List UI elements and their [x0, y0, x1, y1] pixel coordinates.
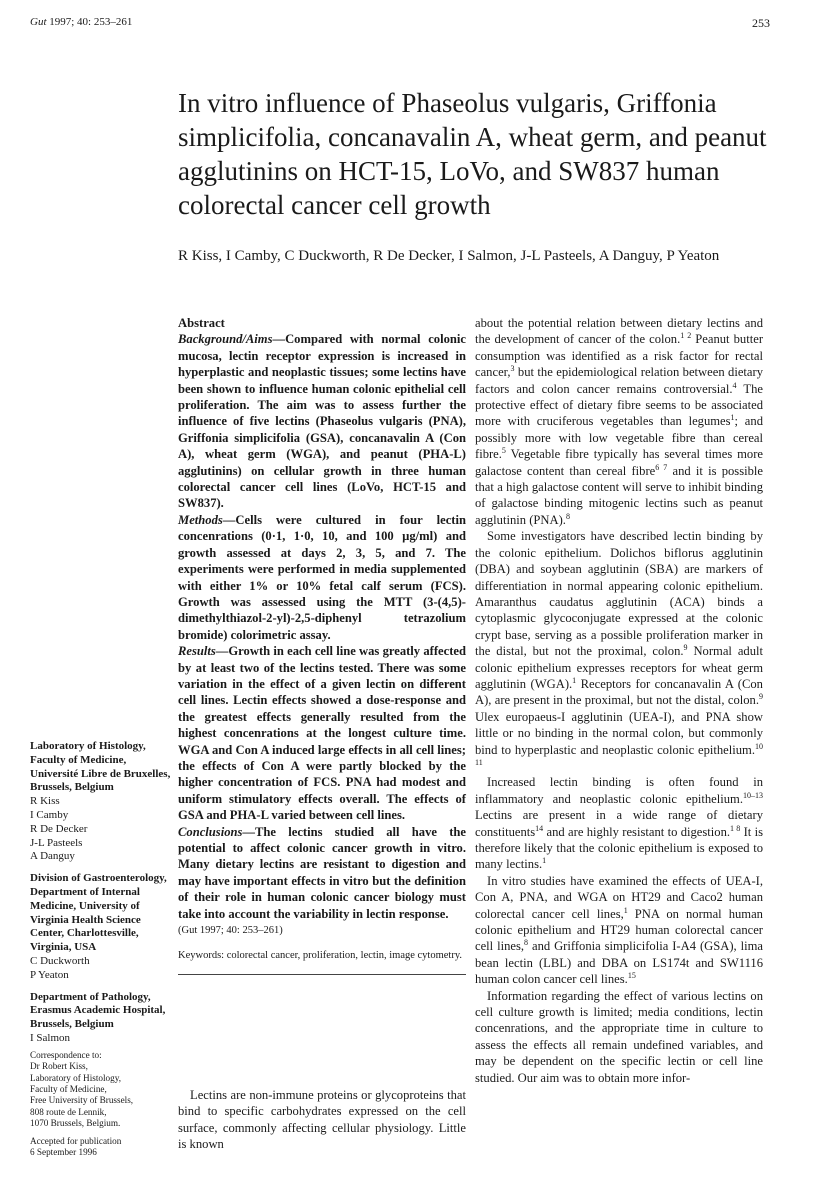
accepted-value: 6 September 1996 [30, 1146, 97, 1157]
correspondence-line: 808 route de Lennik, [30, 1106, 107, 1117]
journal-details: 1997; 40: 253–261 [49, 16, 133, 28]
affiliation-author: A Danguy [30, 850, 75, 863]
background-text: —Compared with normal colonic mucosa, lectin receptor expression is increased in hyperplastic and neoplastic tissues; some lectins have been shown to influence human colonic epithelial cell proliferation. The aim was to assess further the influence of five lectins (Phaseolus vulgaris (PNA), Griffonia simplicifolia (GSA), concanavalin A (Con A), wheat germ (WGA), and peanut (PHA-L) agglutinins) on cellular growth in three human colorectal cancer cell lines (LoVo, HCT-15 and SW837). [178, 332, 466, 511]
section-divider [178, 974, 466, 975]
affiliation-1 [30, 740, 172, 864]
correspondence-line: 1070 Brussels, Belgium. [30, 1118, 121, 1129]
body-paragraph-3: Increased lectin binding is often found in inflammatory and neoplastic colonic epithelium.$^{10-13}$ Lectins are present in a wide range of dietary constituents$^{14}$ and are highly resistant to digestion.$^{1 8}$ It is therefore likely that the colonic epithelium is exposed to many lectins.$^1$ [475, 775, 764, 872]
affiliation-institution: Laboratory of Histology, Faculty of Medicine, Université Libre de Bruxelles, Brussels, Belgium [30, 740, 171, 794]
page-number: 253 [752, 16, 770, 30]
results-label: Results [178, 644, 216, 659]
background-label: Background/Aims [178, 332, 273, 347]
article-title: In vitro influence of Phaseolus vulgaris, Griffonia simplicifolia, concanavalin A, wheat germ, and peanut agglutinins on HCT-15, LoVo, and SW837 human colorectal cancer cell growth [178, 88, 767, 220]
affiliation-author: J-L Pasteels [30, 836, 83, 849]
body-paragraph-1: about the potential relation between dietary lectins and the development of cancer of the colon.$^{1 2}$ Peanut butter consumption was identified as a risk factor for rectal cancer,$^3$ but the epidemiological relation between dietary factors and colon cancer remains controversial.$^4$ The protective effect of dietary fibre seems to be associated more with cruciferous vegetables than legumes$^1$; and possibly more with low vegetable fibre than cereal fibre.$^5$ Vegetable fibre typically has several times more galactose content than cereal fibre$^{6 7}$ and it is possible that a high galactose content will serve to inhibit binding of galactose binding mitogenic lectins such as peanut agglutinin (PNA).$^8$ [475, 316, 764, 527]
author-list: R Kiss, I Camby, C Duckworth, R De Decker, I Salmon, J-L Pasteels, A Danguy, P Yeaton [178, 248, 720, 264]
affiliation-institution: Division of Gastroenterology, Department of Internal Medicine, University of Virginia Health Science Center, Charlottesville, Virginia, USA [30, 872, 167, 954]
running-head [30, 16, 132, 28]
affiliation-institution: Department of Pathology, Erasmus Academic Hospital, Brussels, Belgium [30, 990, 166, 1031]
affiliation-author: R Kiss [30, 795, 60, 808]
abstract [178, 315, 466, 985]
abstract-heading: Abstract [178, 316, 225, 330]
keywords: Keywords: colorectal cancer, proliferation, lectin, image cytometry. [178, 950, 463, 962]
methods-label: Methods [178, 512, 223, 527]
correspondence-line: Dr Robert Kiss, [30, 1061, 88, 1072]
correspondence-line: Faculty of Medicine, [30, 1083, 107, 1094]
methods-text: —Cells were cultured in four lectin concenrations (0·1, 1·0, 10, and 100 µg/ml) and growth assessed at days 2, 3, 5, and 7. The experiments were performed in media supplemented with either 1% or 10% fetal calf serum (FCS). Growth was assessed using the MTT (3-(4,5)-dimethylthiazol-2-yl)-2,5-diphenyl tetrazolium bromide) colorimetric assay. [178, 512, 466, 642]
affiliation-2 [30, 872, 172, 982]
intro-paragraph: Lectins are non-immune proteins or glycoproteins that bind to specific carbohydrates expressed on the cell surface, commonly affecting cellular physiology. Little is known [178, 1088, 466, 1152]
correspondence-label: Correspondence to: [30, 1049, 102, 1060]
affiliation-author: C Duckworth [30, 954, 90, 967]
accepted-label: Accepted for publication [30, 1135, 122, 1146]
body-paragraph-5: Information regarding the effect of various lectins on cell culture growth is limited; media conditions, lectin concenrations, and the appropriate time in culture to assess the effects all remain undefined variables, and may be dependent on the specific lectin or cell line studied. Our aim was to obtain more infor- [475, 988, 763, 1085]
conclusions-label: Conclusions [178, 824, 243, 839]
accepted-date [30, 1136, 172, 1159]
affiliations [30, 740, 172, 1158]
abstract-citation: (Gut 1997; 40: 253–261) [178, 925, 283, 937]
correspondence-line: Laboratory of Histology, [30, 1072, 122, 1083]
conclusions-text: —The lectins studied all have the potential to affect colonic cancer growth in vitro. Many dietary lectins are resistant to digestion and may have important effects in vitro but the definition of their role in human colonic cancer biology must take into account the variability in lectin response. [178, 824, 466, 921]
affiliation-author: I Camby [30, 808, 69, 821]
body-paragraph-2: Some investigators have described lectin binding by the colonic epithelium. Dolichos biflorus agglutinin (DBA) and soybean agglutinin (SBA) are markers of differentiation in normal appearing colonic epithelium. Amaranthus caudatus agglutinin (ACA) binds a cytoplasmic glycoconjugate expressed at the colonic crypt base, serving as a possible proliferation marker in the distal, but not the proximal, colon.$^9$ Normal adult colonic epithelium expresses receptors for wheat germ agglutinin (WGA).$^1$ Receptors for concanavalin A (Con A), are present in the proximal, but not the distal, colon.$^9$ Ulex europaeus-I agglutinin (UEA-I), and PNA show little or no binding in the normal colon, but commonly bind to hyperplastic and neoplastic colonic epithelium.$^{10 11}$ [475, 529, 763, 767]
affiliation-author: R De Decker [30, 822, 88, 835]
affiliation-author: I Salmon [30, 1031, 71, 1044]
body-column-right [475, 315, 763, 1086]
introduction-start [178, 1087, 466, 1153]
affiliation-author: P Yeaton [30, 968, 69, 981]
correspondence [30, 1050, 172, 1130]
affiliation-3 [30, 991, 172, 1046]
correspondence-line: Free University of Brussels, [30, 1095, 134, 1106]
results-text: —Growth in each cell line was greatly affected by at least two of the lectins tested. There was some variation in the effect of a given lectin on different cell lines. Lectin effects showed a dose-response and the greatest effects generally resulted from the highest concenrations at the longest culture time. WGA and Con A induced large effects in all cell lines; the effects of Con A were partly blocked by the higher concentration of FCS. PNA had modest and uniform stimulatory effects overall. The effects of GSA and PHA-L varied between cell lines. [178, 644, 466, 823]
journal-name: Gut [30, 16, 47, 28]
body-paragraph-4: In vitro studies have examined the effects of UEA-I, Con A, PNA, and WGA on HT29 and Caco2 human colorectal cancer cell lines,$^1$ PNA on normal human colonic epithelium and HT29 human colorectal cancer cell lines,$^8$ and Griffonia simplicifolia I-A4 (GSA), lima bean lectin (LBL) and DBA on LS174t and SW1116 human colon cancer cell lines.$^{15}$ [475, 873, 763, 987]
